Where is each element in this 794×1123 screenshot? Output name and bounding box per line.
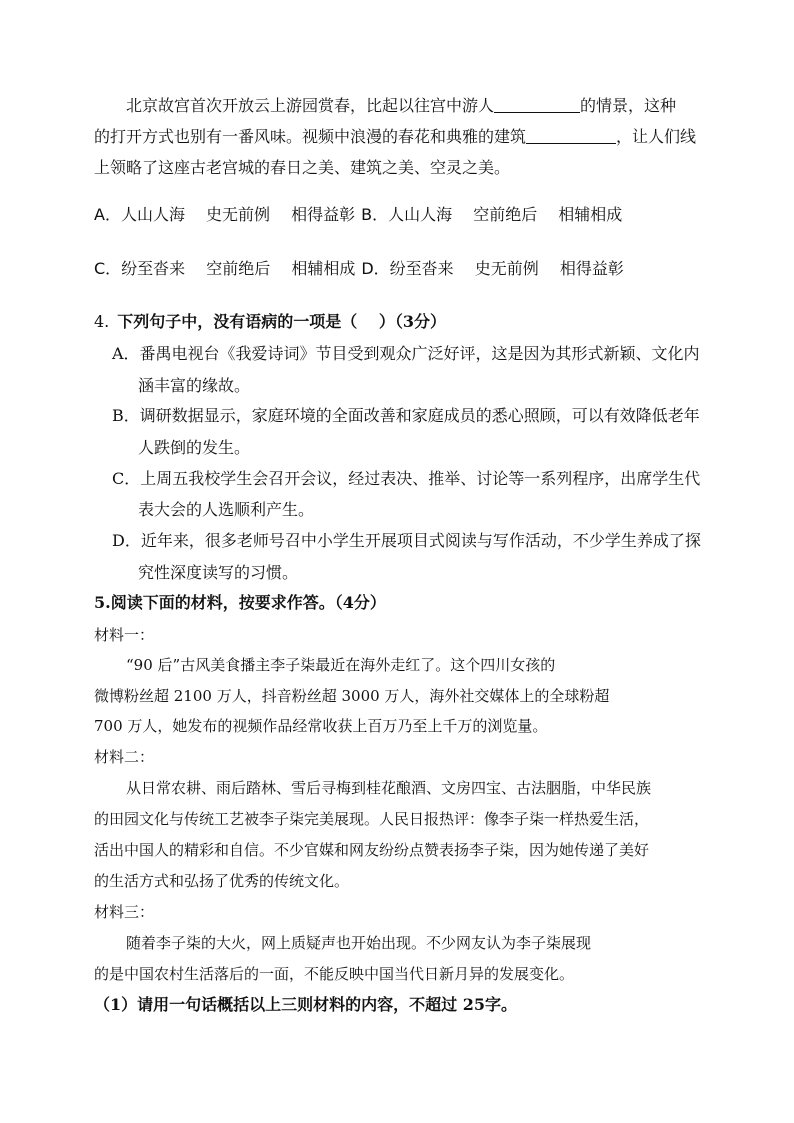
q4-option-a-line-1[interactable]: A．番禺电视台《我爱诗词》节目受到观众广泛好评，这是因为其形式新颖、文化内 [112, 344, 700, 363]
answer-blank-2[interactable] [526, 129, 616, 144]
material-3-line-1: 随着李子柒的大火，网上质疑声也开始出现。不少网友认为李子柒展现 [126, 934, 592, 952]
q3-options-ab [94, 205, 622, 225]
material-1-line-2: 微博粉丝超 2100 万人，抖音粉丝超 3000 万人，海外社交媒体上的全球粉超 [94, 687, 610, 705]
material-1-line-3: 700 万人，她发布的视频作品经常收获上百万乃至上千万的浏览量。 [94, 717, 548, 735]
q5-subquestion-1: （1）请用一句话概括以上三则材料的内容，不超过 25字。 [94, 995, 517, 1014]
q3-line-2 [94, 127, 696, 147]
q3-line-1-text-b: 的情景，这种 [580, 96, 677, 115]
q3-option-b[interactable]: B．人山人海 空前绝后 相辅相成 [361, 205, 623, 224]
material-2-line-3: 活出中国人的精彩和自信。不少官媒和网友纷纷点赞表扬李子柒，因为她传递了美好 [94, 841, 650, 859]
q4-option-b-line-1[interactable]: B．调研数据显示，家庭环境的全面改善和家庭成员的悉心照顾，可以有效降低老年 [112, 406, 700, 425]
q4-option-c-line-2: 表大会的人选顺利产生。 [138, 500, 315, 519]
q5-stem: 5.阅读下面的材料，按要求作答。（4分） [94, 593, 386, 612]
q3-line-2-text-a: 的打开方式也别有一番风味。视频中浪漫的春花和典雅的建筑 [94, 127, 527, 146]
q4-stem: 下列句子中，没有语病的一项是（ ）（3分） [117, 312, 446, 331]
q3-line-1-text-a: 北京故宫首次开放云上游园赏春，比起以往宫中游人 [126, 96, 495, 115]
q3-line-3: 上领略了这座古老宫城的春日之美、建筑之美、空灵之美。 [94, 158, 511, 177]
q4-option-d-line-1[interactable]: D．近年来，很多老师号召中小学生开展项目式阅读与写作活动，不少学生养成了探 [112, 531, 701, 550]
q4-option-c-line-1[interactable]: C．上周五我校学生会召开会议，经过表决、推举、讨论等一系列程序，出席学生代 [112, 469, 701, 488]
material-2-title: 材料二： [94, 748, 155, 766]
q3-line-2-text-b: ，让人们线 [616, 127, 697, 146]
q3-option-d[interactable]: D．纷至沓来 史无前例 相得益彰 [361, 259, 624, 278]
material-2-line-1: 从日常农耕、雨后踏林、雪后寻梅到桂花酿酒、文房四宝、古法胭脂，中华民族 [126, 779, 652, 797]
material-3-title: 材料三： [94, 903, 155, 921]
q4-number: 4. [94, 312, 110, 331]
q3-options-cd [94, 259, 624, 279]
q4-option-b-line-2: 人跌倒的发生。 [138, 438, 251, 457]
q3-option-c[interactable]: C．纷至沓来 空前绝后 相辅相成 [94, 259, 356, 278]
q3-line-1 [126, 96, 676, 116]
q4-option-d-line-2: 究性深度读写的习惯。 [138, 563, 299, 582]
material-1-line-1: “90 后”古风美食播主李子柒最近在海外走红了。这个四川女孩的 [126, 656, 556, 674]
q3-option-a[interactable]: A．人山人海 史无前例 相得益彰 [94, 205, 356, 224]
q4-option-a-line-2: 涵丰富的缘故。 [138, 376, 251, 395]
material-2-line-2: 的田园文化与传统工艺被李子柒完美展现。人民日报热评：像李子柒一样热爱生活， [94, 810, 650, 828]
material-2-line-4: 的生活方式和弘扬了优秀的传统文化。 [94, 872, 350, 890]
material-3-line-2: 的是中国农村生活落后的一面，不能反映中国当代日新月异的发展变化。 [94, 965, 575, 983]
material-1-title: 材料一： [94, 626, 155, 644]
q4-stem-line [94, 312, 446, 332]
answer-blank-1[interactable] [494, 98, 580, 113]
